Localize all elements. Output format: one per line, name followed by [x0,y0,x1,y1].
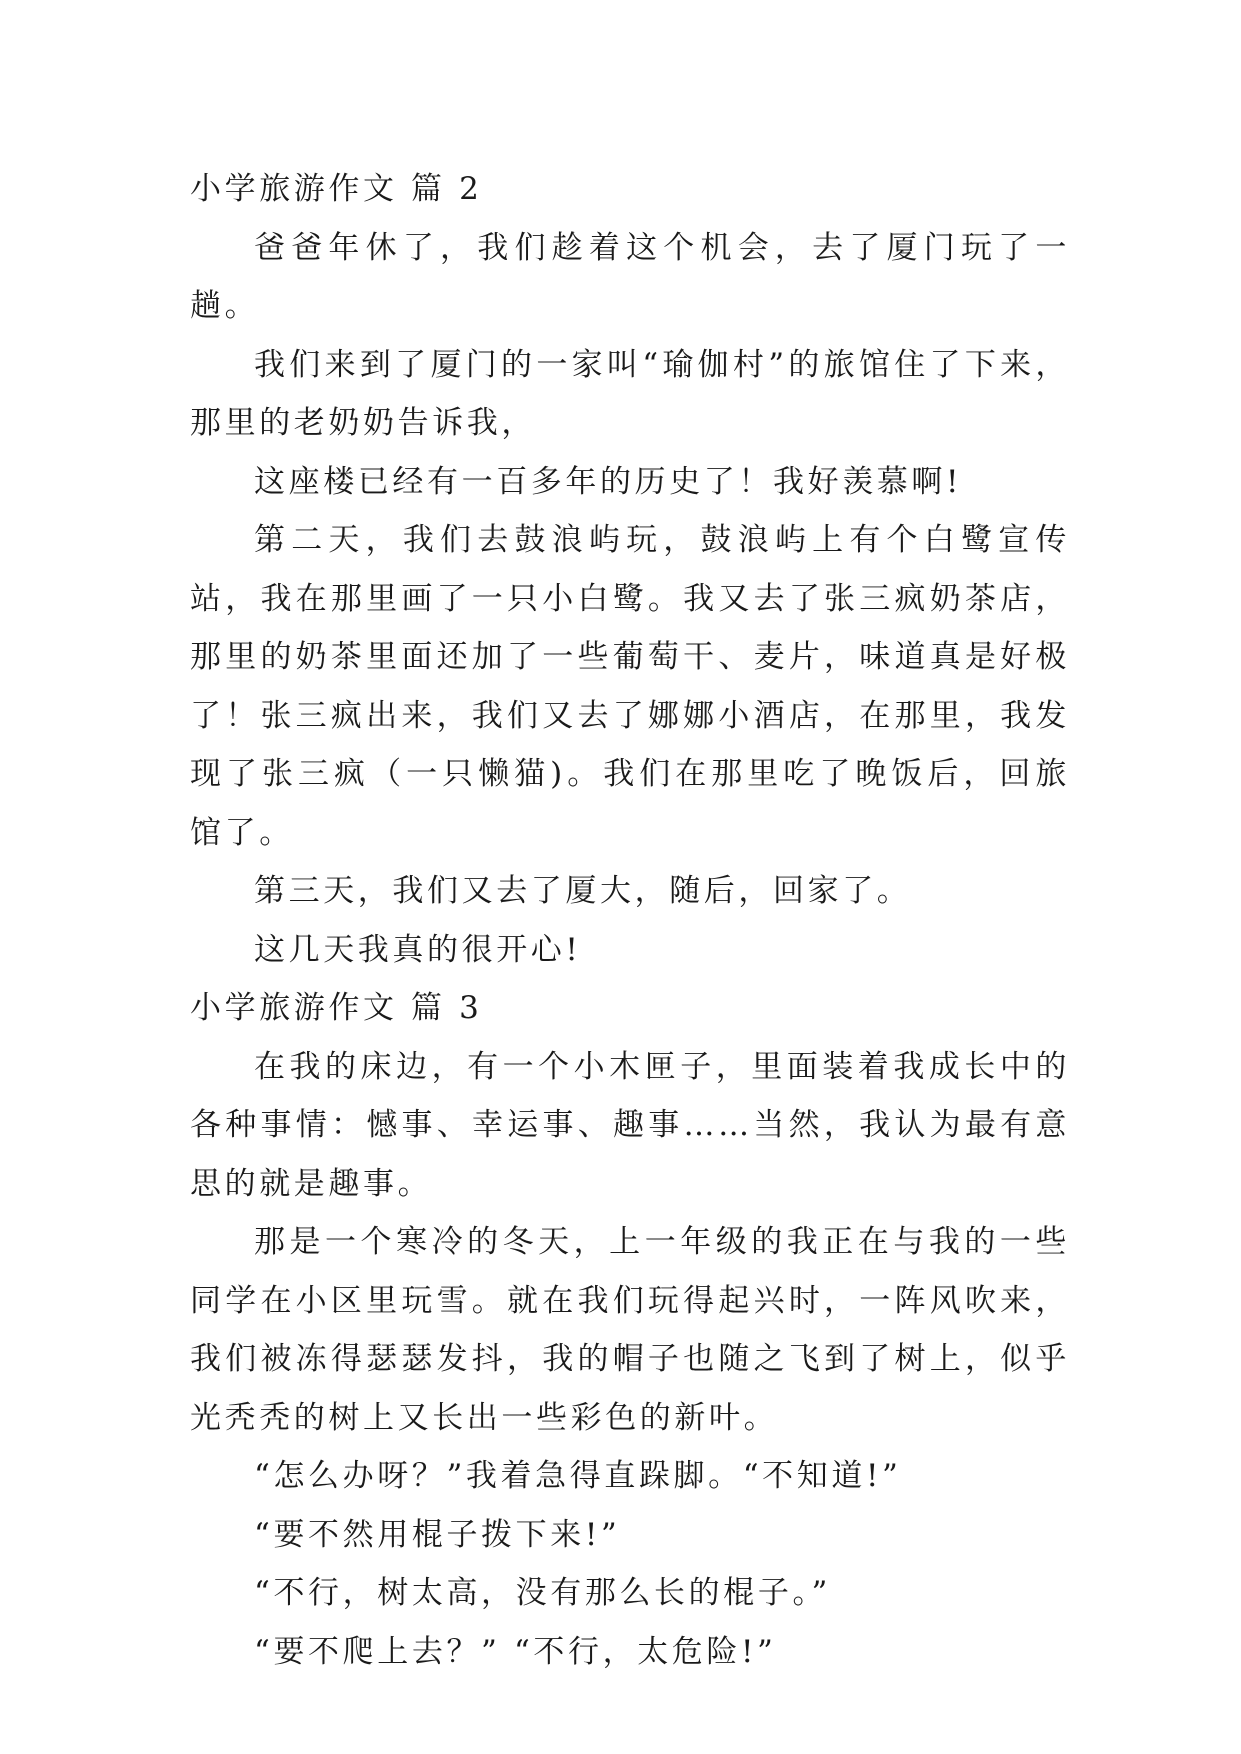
paragraph: 第二天，我们去鼓浪屿玩，鼓浪屿上有个白鹭宣传站，我在那里画了一只小白鹭。我又去了张三疯奶茶店，那里的奶茶里面还加了一些葡萄干、麦片，味道真是好极了！张三疯出来，我们又去了娜娜小酒店，在那里，我发现了张三疯（一只懒猫)。我们在那里吃了晚饭后，回旅馆了。 [190,522,1070,851]
paragraph: 在我的床边，有一个小木匣子，里面装着我成长中的各种事情：憾事、幸运事、趣事……当然，我认为最有意思的就是趣事。 [190,1048,1070,1202]
paragraph: “要不然用棍子拨下来!” [254,1516,621,1553]
paragraph: 第三天，我们又去了厦大，随后，回家了。 [254,873,912,909]
paragraph: 这座楼已经有一百多年的历史了！我好羡慕啊! [254,463,963,500]
section-heading: 小学旅游作文 篇 2 [190,171,483,207]
paragraph: “要不爬上去？” “不行，太危险!” [254,1633,777,1670]
paragraph: “怎么办呀？”我着急得直跺脚。“不知道!” [254,1458,902,1494]
essay-section-2 [190,160,1070,979]
section-heading: 小学旅游作文 篇 3 [190,990,483,1026]
paragraph: 这几天我真的很开心! [254,931,582,968]
paragraph: 爸爸年休了，我们趁着这个机会，去了厦门玩了一趟。 [190,229,1070,324]
document-page [190,160,1070,1681]
paragraph: “不行，树太高，没有那么长的棍子。” [254,1575,831,1611]
paragraph: 我们来到了厦门的一家叫“瑜伽村”的旅馆住了下来，那里的老奶奶告诉我， [190,346,1070,441]
paragraph: 那是一个寒冷的冬天，上一年级的我正在与我的一些同学在小区里玩雪。就在我们玩得起兴时，一阵风吹来，我们被冻得瑟瑟发抖，我的帽子也随之飞到了树上，似乎光秃秃的树上又长出一些彩色的新叶。 [190,1224,1070,1436]
essay-section-3 [190,979,1070,1681]
